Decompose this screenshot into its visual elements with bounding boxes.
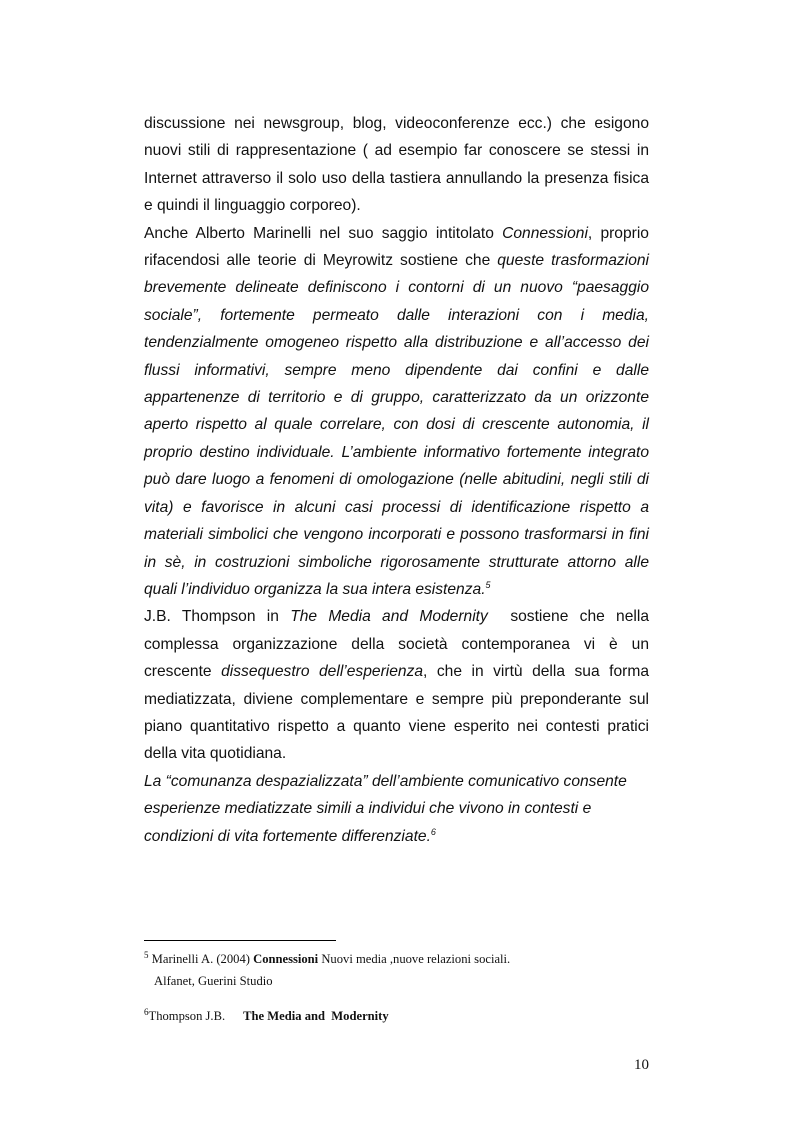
paragraph-3-end: , che in virtù della sua forma mediatizzata, diviene complementare e sempre più preponderante sul piano quantitativo rispetto a quanto viene esperito nei contesti pratici della vita quotidiana. — [144, 663, 649, 763]
footnote-5-author: Marinelli A. (2004) — [151, 952, 254, 966]
paragraph-3-book-title: The Media and Modernity — [290, 608, 488, 626]
paragraph-4-line-1: La “comunanza despazializzata” dell’ambiente comunicativo consente — [144, 772, 627, 790]
footnote-separator — [144, 940, 336, 941]
paragraph-2-quote: queste trasformazioni brevemente delineate definiscono i contorni di un nuovo “paesaggio sociale”, fortemente permeato dalle interazioni con i media, tendenzialmente omogeneo rispetto alla distribuzione e all’accesso dei flussi informativi, sempre meno dipendente dai confini e dalle appartenenze di territorio e di gruppo, caratterizzato da un orizzonte aperto rispetto al quale correlare, con dosi di crescente autonomia, il proprio destino individuale. L’ambiente informativo fortemente integrato può dare luogo a fenomeni di omologazione (nelle abitudini, negli stili di vita) e favorisce in alcuni casi processi di identificazione rispetto a materiali simbolici che vengono incorporati e possono trasformarsi in fini in sè, in costruzioni simboliche rigorosamente strutturate attorno alle quali l’individuo organizza la sua intera esistenza. — [144, 252, 649, 598]
paragraph-1-text: discussione nei newsgroup, blog, videoconferenze ecc.) che esigono nuovi stili di rappresentazione ( ad esempio far conoscere se stessi in Internet attraverso il solo uso della tastiera annullando la presenza fisica e quindi il linguaggio corporeo). — [144, 115, 649, 215]
paragraph-3-term: dissequestro dell’esperienza — [221, 663, 424, 681]
footnote-6-author: Thompson J.B. — [148, 1009, 226, 1023]
footnote-ref-5[interactable]: 5 — [485, 579, 491, 590]
paragraph-2 — [144, 220, 649, 604]
paragraph-2-book-title: Connessioni — [502, 224, 588, 242]
footnote-5-rest: Nuovi media ,nuove relazioni sociali. — [318, 952, 511, 966]
body-text — [144, 110, 654, 850]
paragraph-2-mid: , proprio rifacendosi alle teorie di Meyrowitz sostiene che — [144, 224, 649, 270]
footnotes — [144, 948, 649, 1027]
footnote-6-title: The Media and Modernity — [243, 1009, 389, 1023]
footnote-5-number: 5 — [144, 949, 149, 960]
footnote-6 — [144, 1005, 649, 1027]
footnote-5 — [144, 948, 649, 970]
footnote-ref-6[interactable]: 6 — [430, 826, 436, 837]
footnote-gap — [144, 992, 649, 1005]
paragraph-4-line-2: esperienze mediatizzate simili a individui che vivono in contesti e — [144, 800, 592, 818]
paragraph-4-line-3: condizioni di vita fortemente differenziate. — [144, 827, 431, 845]
paragraph-3 — [144, 603, 654, 767]
paragraph-1 — [144, 110, 649, 220]
footnote-6-number: 6 — [144, 1006, 149, 1017]
footnote-5-line-2 — [144, 970, 649, 992]
paragraph-3-intro: J.B. Thompson in — [144, 608, 291, 626]
footnote-5-publisher: Alfanet, Guerini Studio — [154, 974, 273, 988]
paragraph-3-mid: sostiene che nella complessa organizzazione della società contemporanea vi è un crescente — [144, 608, 654, 681]
footnote-5-title: Connessioni — [253, 952, 319, 966]
paragraph-4 — [144, 768, 649, 850]
paragraph-2-intro: Anche Alberto Marinelli nel suo saggio intitolato — [144, 224, 503, 242]
page-number: 10 — [634, 1057, 649, 1073]
